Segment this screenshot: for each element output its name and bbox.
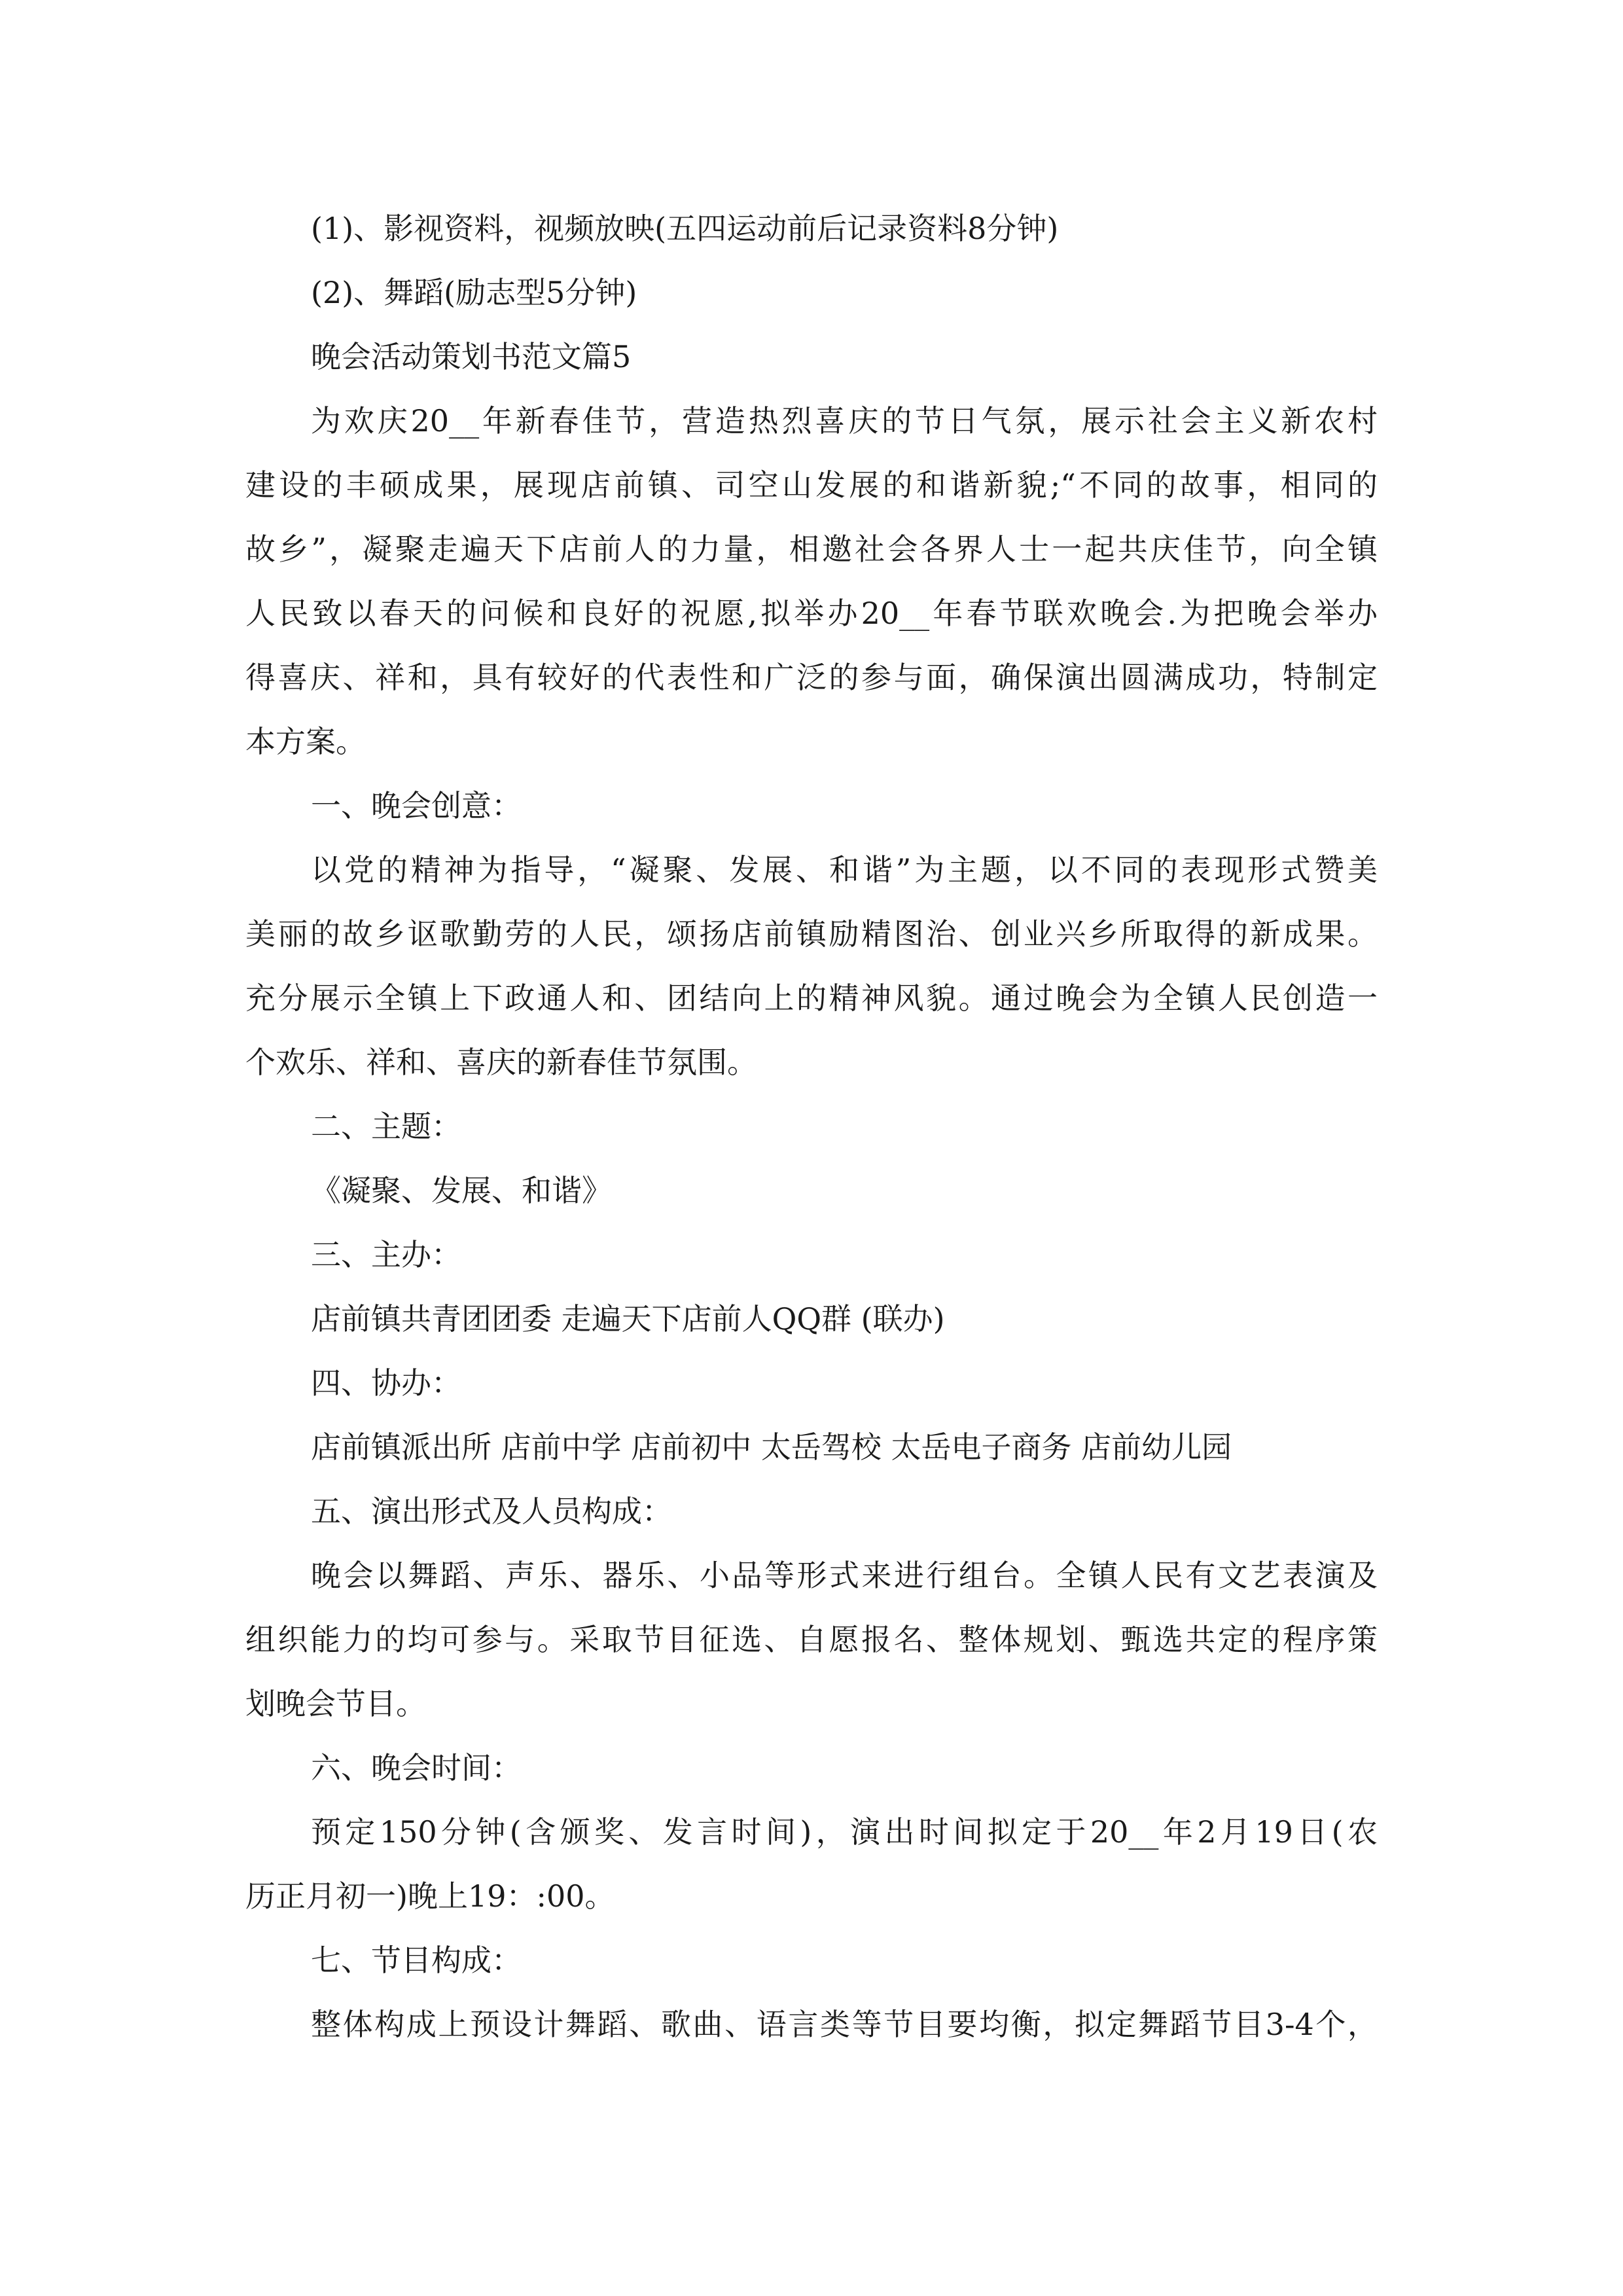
text-line: 预定150分钟(含颁奖、发言时间)，演出时间拟定于20__年2月19日(农	[311, 1814, 1378, 1850]
text-line: 晚会活动策划书范文篇5	[311, 339, 632, 374]
text-line: 三、主办：	[311, 1237, 461, 1272]
text-line: 个欢乐、祥和、喜庆的新春佳节氛围。	[245, 1045, 757, 1080]
text-line: 人民致以春天的问候和良好的祝愿,拟举办20__年春节联欢晚会.为把晚会举办	[245, 596, 1378, 631]
text-line: 晚会以舞蹈、声乐、器乐、小品等形式来进行组台。全镇人民有文艺表演及	[311, 1558, 1378, 1593]
text-line: 七、节目构成：	[311, 1943, 522, 1978]
text-line: 本方案。	[245, 724, 366, 759]
text-line: 组织能力的均可参与。采取节目征选、自愿报名、整体规划、甄选共定的程序策	[245, 1622, 1378, 1657]
text-line: 整体构成上预设计舞蹈、歌曲、语言类等节目要均衡，拟定舞蹈节目3-4个，	[311, 2007, 1378, 2042]
text-line: 二、主题：	[311, 1109, 461, 1144]
text-line: 以党的精神为指导，“凝聚、发展、和谐”为主题，以不同的表现形式赞美	[311, 852, 1378, 888]
text-line: 得喜庆、祥和，具有较好的代表性和广泛的参与面，确保演出圆满成功，特制定	[245, 660, 1378, 695]
text-line: 历正月初一)晚上19：:00。	[245, 1878, 615, 1914]
text-line: 店前镇派出所 店前中学 店前初中 太岳驾校 太岳电子商务 店前幼儿园	[311, 1429, 1232, 1465]
document-body	[245, 196, 1378, 2056]
text-line: (2)、舞蹈(励志型5分钟)	[311, 275, 637, 310]
text-line: 《凝聚、发展、和谐》	[311, 1173, 612, 1208]
text-line: 划晚会节目。	[245, 1686, 426, 1721]
text-line: 建设的丰硕成果，展现店前镇、司空山发展的和谐新貌;“不同的故事，相同的	[245, 467, 1378, 503]
text-line: 一、晚会创意：	[311, 788, 522, 823]
text-line: 店前镇共青团团委 走遍天下店前人QQ群 (联办)	[311, 1301, 945, 1336]
text-line: 五、演出形式及人员构成：	[311, 1494, 672, 1529]
text-line: 六、晚会时间：	[311, 1750, 522, 1785]
text-line: 故乡”，凝聚走遍天下店前人的力量，相邀社会各界人士一起共庆佳节，向全镇	[245, 531, 1378, 567]
text-line: 四、协办：	[311, 1365, 461, 1401]
text-line: (1)、影视资料，视频放映(五四运动前后记录资料8分钟)	[311, 211, 1059, 246]
text-line: 充分展示全镇上下政通人和、团结向上的精神风貌。通过晚会为全镇人民创造一	[245, 980, 1378, 1016]
text-line: 为欢庆20__年新春佳节，营造热烈喜庆的节日气氛，展示社会主义新农村	[311, 403, 1378, 439]
text-line: 美丽的故乡讴歌勤劳的人民，颂扬店前镇励精图治、创业兴乡所取得的新成果。	[245, 916, 1378, 952]
